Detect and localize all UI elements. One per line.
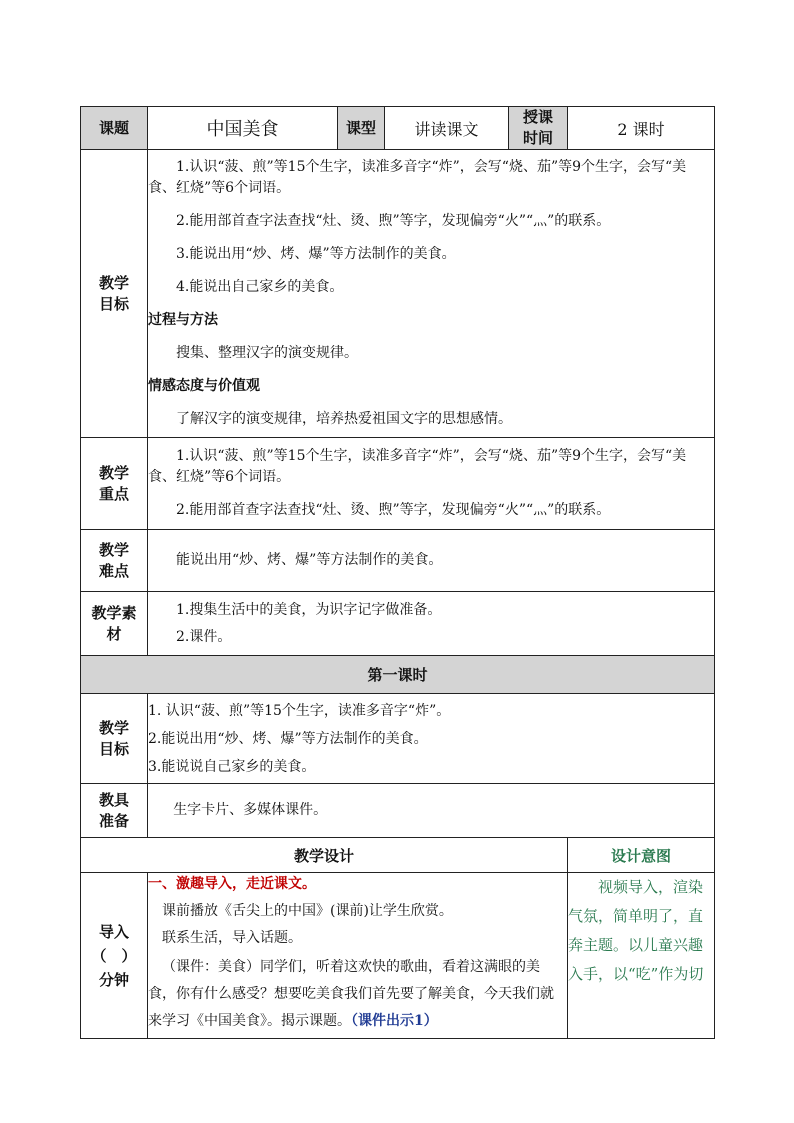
process-text: 搜集、整理汉字的演变规律。 <box>176 345 358 361</box>
intro-row <box>81 873 715 1039</box>
goals-label <box>81 150 148 438</box>
intro-line-3-text: （课件：美食）同学们，听着这欢快的歌曲，看着这满眼的美食，你有什么感受？想要吃美食我们首先要了解美食，今天我们就来学习《中国美食》。揭示课题。 <box>148 959 554 1029</box>
materials-label-line2: 材 <box>106 624 122 643</box>
tools-label-line2: 准备 <box>98 811 129 830</box>
keypoints-label-line1: 教学 <box>98 463 129 482</box>
time-label-line2: 时间 <box>522 129 553 147</box>
difficulty-label <box>81 530 148 592</box>
lesson-goal-3: 3.能说说自己家乡的美食。 <box>148 758 316 775</box>
keypoint-item-2: 2.能用部首查字法查找“灶、烫、煦”等字，发现偏旁“火”“灬”的联系。 <box>176 502 611 518</box>
lesson-goals-label-line1: 教学 <box>98 718 129 737</box>
materials-item-2: 2.课件。 <box>176 628 232 645</box>
difficulty-text: 能说出用“炒、烤、爆”等方法制作的美食。 <box>176 552 443 568</box>
intro-line-2: 联系生活，导入话题。 <box>162 930 302 946</box>
materials-row <box>81 592 715 656</box>
type-label: 课型 <box>338 107 385 150</box>
lesson-goals-label <box>81 694 148 784</box>
intro-label-line2: （ ） <box>91 946 137 965</box>
materials-label <box>81 592 148 656</box>
design-header: 教学设计 <box>81 838 568 873</box>
tools-label-line1: 教具 <box>98 790 129 809</box>
type-value: 讲读课文 <box>385 107 509 150</box>
materials-content <box>148 592 715 656</box>
intent-header: 设计意图 <box>568 838 715 873</box>
lesson-goal-1: 1. 认识“菠、煎”等15个生字，读准多音字“炸”。 <box>148 702 451 719</box>
goals-label-line2: 目标 <box>98 294 129 313</box>
materials-label-line1: 教学素 <box>91 603 137 622</box>
tools-content <box>148 784 715 838</box>
courseware-note: （课件出示1） <box>351 1013 438 1029</box>
tools-row <box>81 784 715 838</box>
emotion-title: 情感态度与价值观 <box>148 378 260 394</box>
intro-label <box>81 873 148 1039</box>
keypoints-label-line2: 重点 <box>98 484 129 503</box>
design-header-row <box>81 838 715 873</box>
intro-line-1: 课前播放《舌尖上的中国》(课前)让学生欣赏。 <box>162 903 453 919</box>
difficulty-label-line2: 难点 <box>98 561 129 580</box>
time-value: 2 课时 <box>568 107 715 150</box>
difficulty-content <box>148 530 715 592</box>
goal-item-3: 3.能说出用“炒、烤、爆”等方法制作的美食。 <box>176 246 456 262</box>
keypoints-row <box>81 438 715 530</box>
difficulty-label-line1: 教学 <box>98 540 129 559</box>
goals-label-line1: 教学 <box>98 273 129 292</box>
lesson-goals-content <box>148 694 715 784</box>
intro-label-line1: 导入 <box>98 922 129 941</box>
goal-item-4: 4.能说出自己家乡的美食。 <box>176 279 344 295</box>
tools-label <box>81 784 148 838</box>
intro-label-line3: 分钟 <box>98 970 129 989</box>
goal-item-1: 1.认识“菠、煎”等15个生字，读准多音字“炸”，会写“烧、茄”等9个生字，会写“美食、红烧”等6个词语。 <box>148 159 687 196</box>
keypoints-content <box>148 438 715 530</box>
tools-text: 生字卡片、多媒体课件。 <box>173 802 328 818</box>
topic-value: 中国美食 <box>148 107 338 150</box>
keypoint-item-1: 1.认识“菠、煎”等15个生字，读准多音字“炸”，会写“烧、茄”等9个生字，会写“美食、红烧”等6个词语。 <box>148 448 687 485</box>
difficulty-row <box>81 530 715 592</box>
materials-item-1: 1.搜集生活中的美食，为识字记字做准备。 <box>176 601 442 618</box>
intent-text: 视频导入，渲染气氛，简单明了，直奔主题。以儿童兴趣入手，以“吃”作为切 <box>568 878 704 983</box>
lesson-goals-row <box>81 694 715 784</box>
emotion-text: 了解汉字的演变规律，培养热爱祖国文字的思想感情。 <box>176 411 512 427</box>
time-label <box>509 107 568 150</box>
header-row <box>81 107 715 150</box>
intro-line-3 <box>148 954 567 1035</box>
intent-content <box>568 873 715 1039</box>
goal-item-2: 2.能用部首查字法查找“灶、烫、煦”等字，发现偏旁“火”“灬”的联系。 <box>176 213 611 229</box>
step-title: 一、激趣导入，走近课文。 <box>148 876 316 892</box>
lesson-goals-label-line2: 目标 <box>98 739 129 758</box>
keypoints-label <box>81 438 148 530</box>
lesson-goal-2: 2.能说出用“炒、烤、爆”等方法制作的美食。 <box>148 730 428 747</box>
goals-content <box>148 150 715 438</box>
lesson-plan-table <box>80 106 715 1039</box>
time-label-line1: 授课 <box>522 108 553 126</box>
process-title: 过程与方法 <box>148 312 218 328</box>
goals-row <box>81 150 715 438</box>
intro-content <box>148 873 568 1039</box>
topic-label: 课题 <box>81 107 148 150</box>
first-lesson-row <box>81 656 715 694</box>
first-lesson-title: 第一课时 <box>81 656 715 694</box>
